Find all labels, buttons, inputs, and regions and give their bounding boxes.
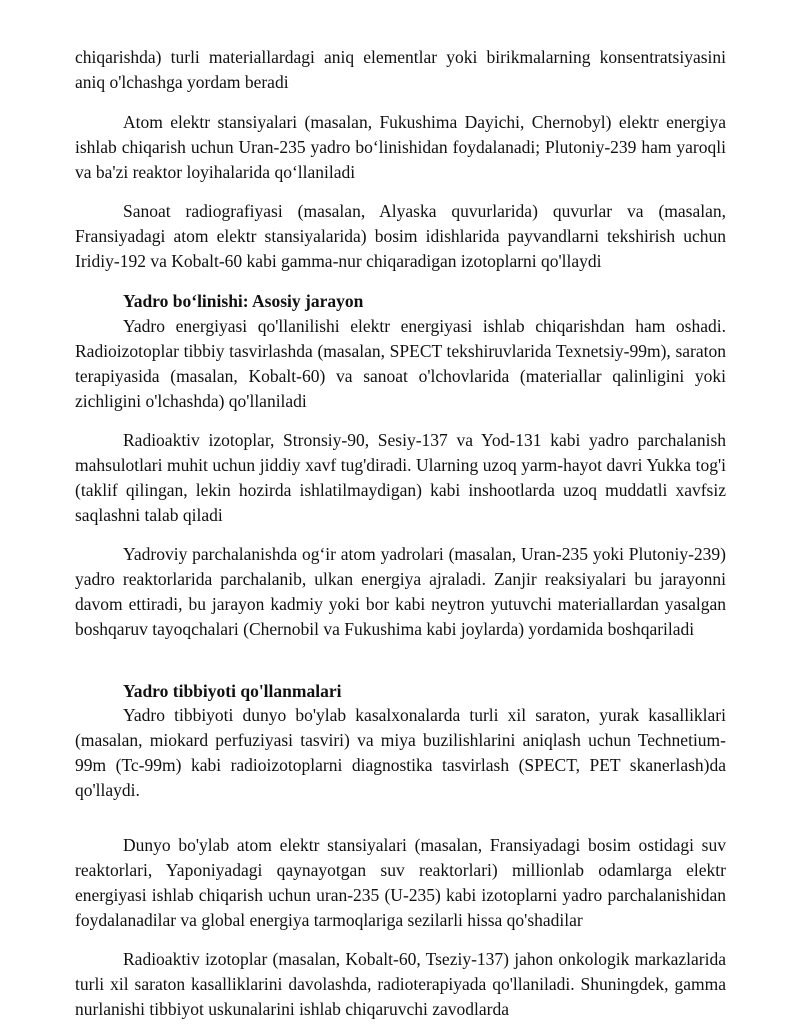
paragraph: Radioaktiv izotoplar, Stronsiy-90, Sesiy-137 va Yod-131 kabi yadro parchalanish mahsulotlari muhit uchun jiddiy xavf tug'diradi. Ularning uzoq yarm-hayot davri Yukka tog'i (taklif qilingan, lekin hozirda ishlatilmaydigan) kabi inshootlarda uzoq muddatli xavfsiz saqlashni talab qiladi — [75, 430, 726, 525]
paragraph: Radioaktiv izotoplar (masalan, Kobalt-60, Tseziy-137) jahon onkologik markazlarida turli xil saraton kasalliklarini davolashda, radioterapiyada qo'llaniladi. Shuningdek, gamma nurlanishi tibbiyot uskunalarini ishlab chiqaruvchi zavodlarda — [75, 949, 726, 1019]
paragraph: chiqarishda) turli materiallardagi aniq elementlar yoki birikmalarning konsentratsiyasini aniq o'lchashga yordam beradi — [75, 47, 726, 92]
paragraph: Yadro tibbiyoti dunyo bo'ylab kasalxonalarda turli xil saraton, yurak kasalliklari (masalan, miokard perfuziyasi tasviri) va miya buzilishlarini aniqlash uchun Technetium-99m (Tc-99m) kabi radioizotoplarni diagnostika tasvirlash (SPECT, PET skanerlash)da qo'llaydi. — [75, 705, 726, 800]
paragraph: Dunyo bo'ylab atom elektr stansiyalari (masalan, Fransiyadagi bosim ostidagi suv reaktorlari, Yaponiyadagi qaynayotgan suv reaktorlari) millionlab odamlarga elektr energiyasi ishlab chiqarish uchun uran-235 (U-235) kabi izotoplarni yadro parchalanishidan foydalanadilar va global energiya tarmoqlariga sezilarli hissa qo'shadilar — [75, 835, 726, 930]
paragraph: Yadro energiyasi qo'llanilishi elektr energiyasi ishlab chiqarishdan ham oshadi. Radioizotoplar tibbiy tasvirlashda (masalan, SPECT tekshiruvlarida Texnetsiy-99m), saraton terapiyasida (masalan, Kobalt-60) va sanoat o'lchovlarida (materiallar qalinligini yoki zichligini o'lchashda) qo'llaniladi — [75, 316, 726, 411]
paragraph: Sanoat radiografiyasi (masalan, Alyaska quvurlarida) quvurlar va (masalan, Fransiyadagi atom elektr stansiyalarida) bosim idishlarida payvandlarni tekshirish uchun Iridiy-192 va Kobalt-60 kabi gamma-nur chiqaradigan izotoplarni qo'llaydi — [75, 201, 726, 271]
section-heading: Yadro tibbiyoti qo'llanmalari — [123, 681, 342, 701]
paragraph: Yadroviy parchalanishda og‘ir atom yadrolari (masalan, Uran-235 yoki Plutoniy-239) yadro reaktorlarida parchalanib, ulkan energiya ajraladi. Zanjir reaksiyalari bu jarayonni davom ettiradi, bu jarayon kadmiy yoki bor kabi neytron yutuvchi materiallardan yasalgan boshqaruv tayoqchalari (Chernobil va Fukushima kabi joylarda) yordamida boshqariladi — [75, 544, 726, 639]
section-heading: Yadro bo‘linishi: Asosiy jarayon — [123, 291, 364, 311]
paragraph: Atom elektr stansiyalari (masalan, Fukushima Dayichi, Chernobyl) elektr energiya ishlab chiqarish uchun Uran-235 yadro bo‘linishidan foydalanadi; Plutoniy-239 ham yaroqli va ba'zi reaktor loyihalarida qo‘llaniladi — [75, 112, 726, 182]
